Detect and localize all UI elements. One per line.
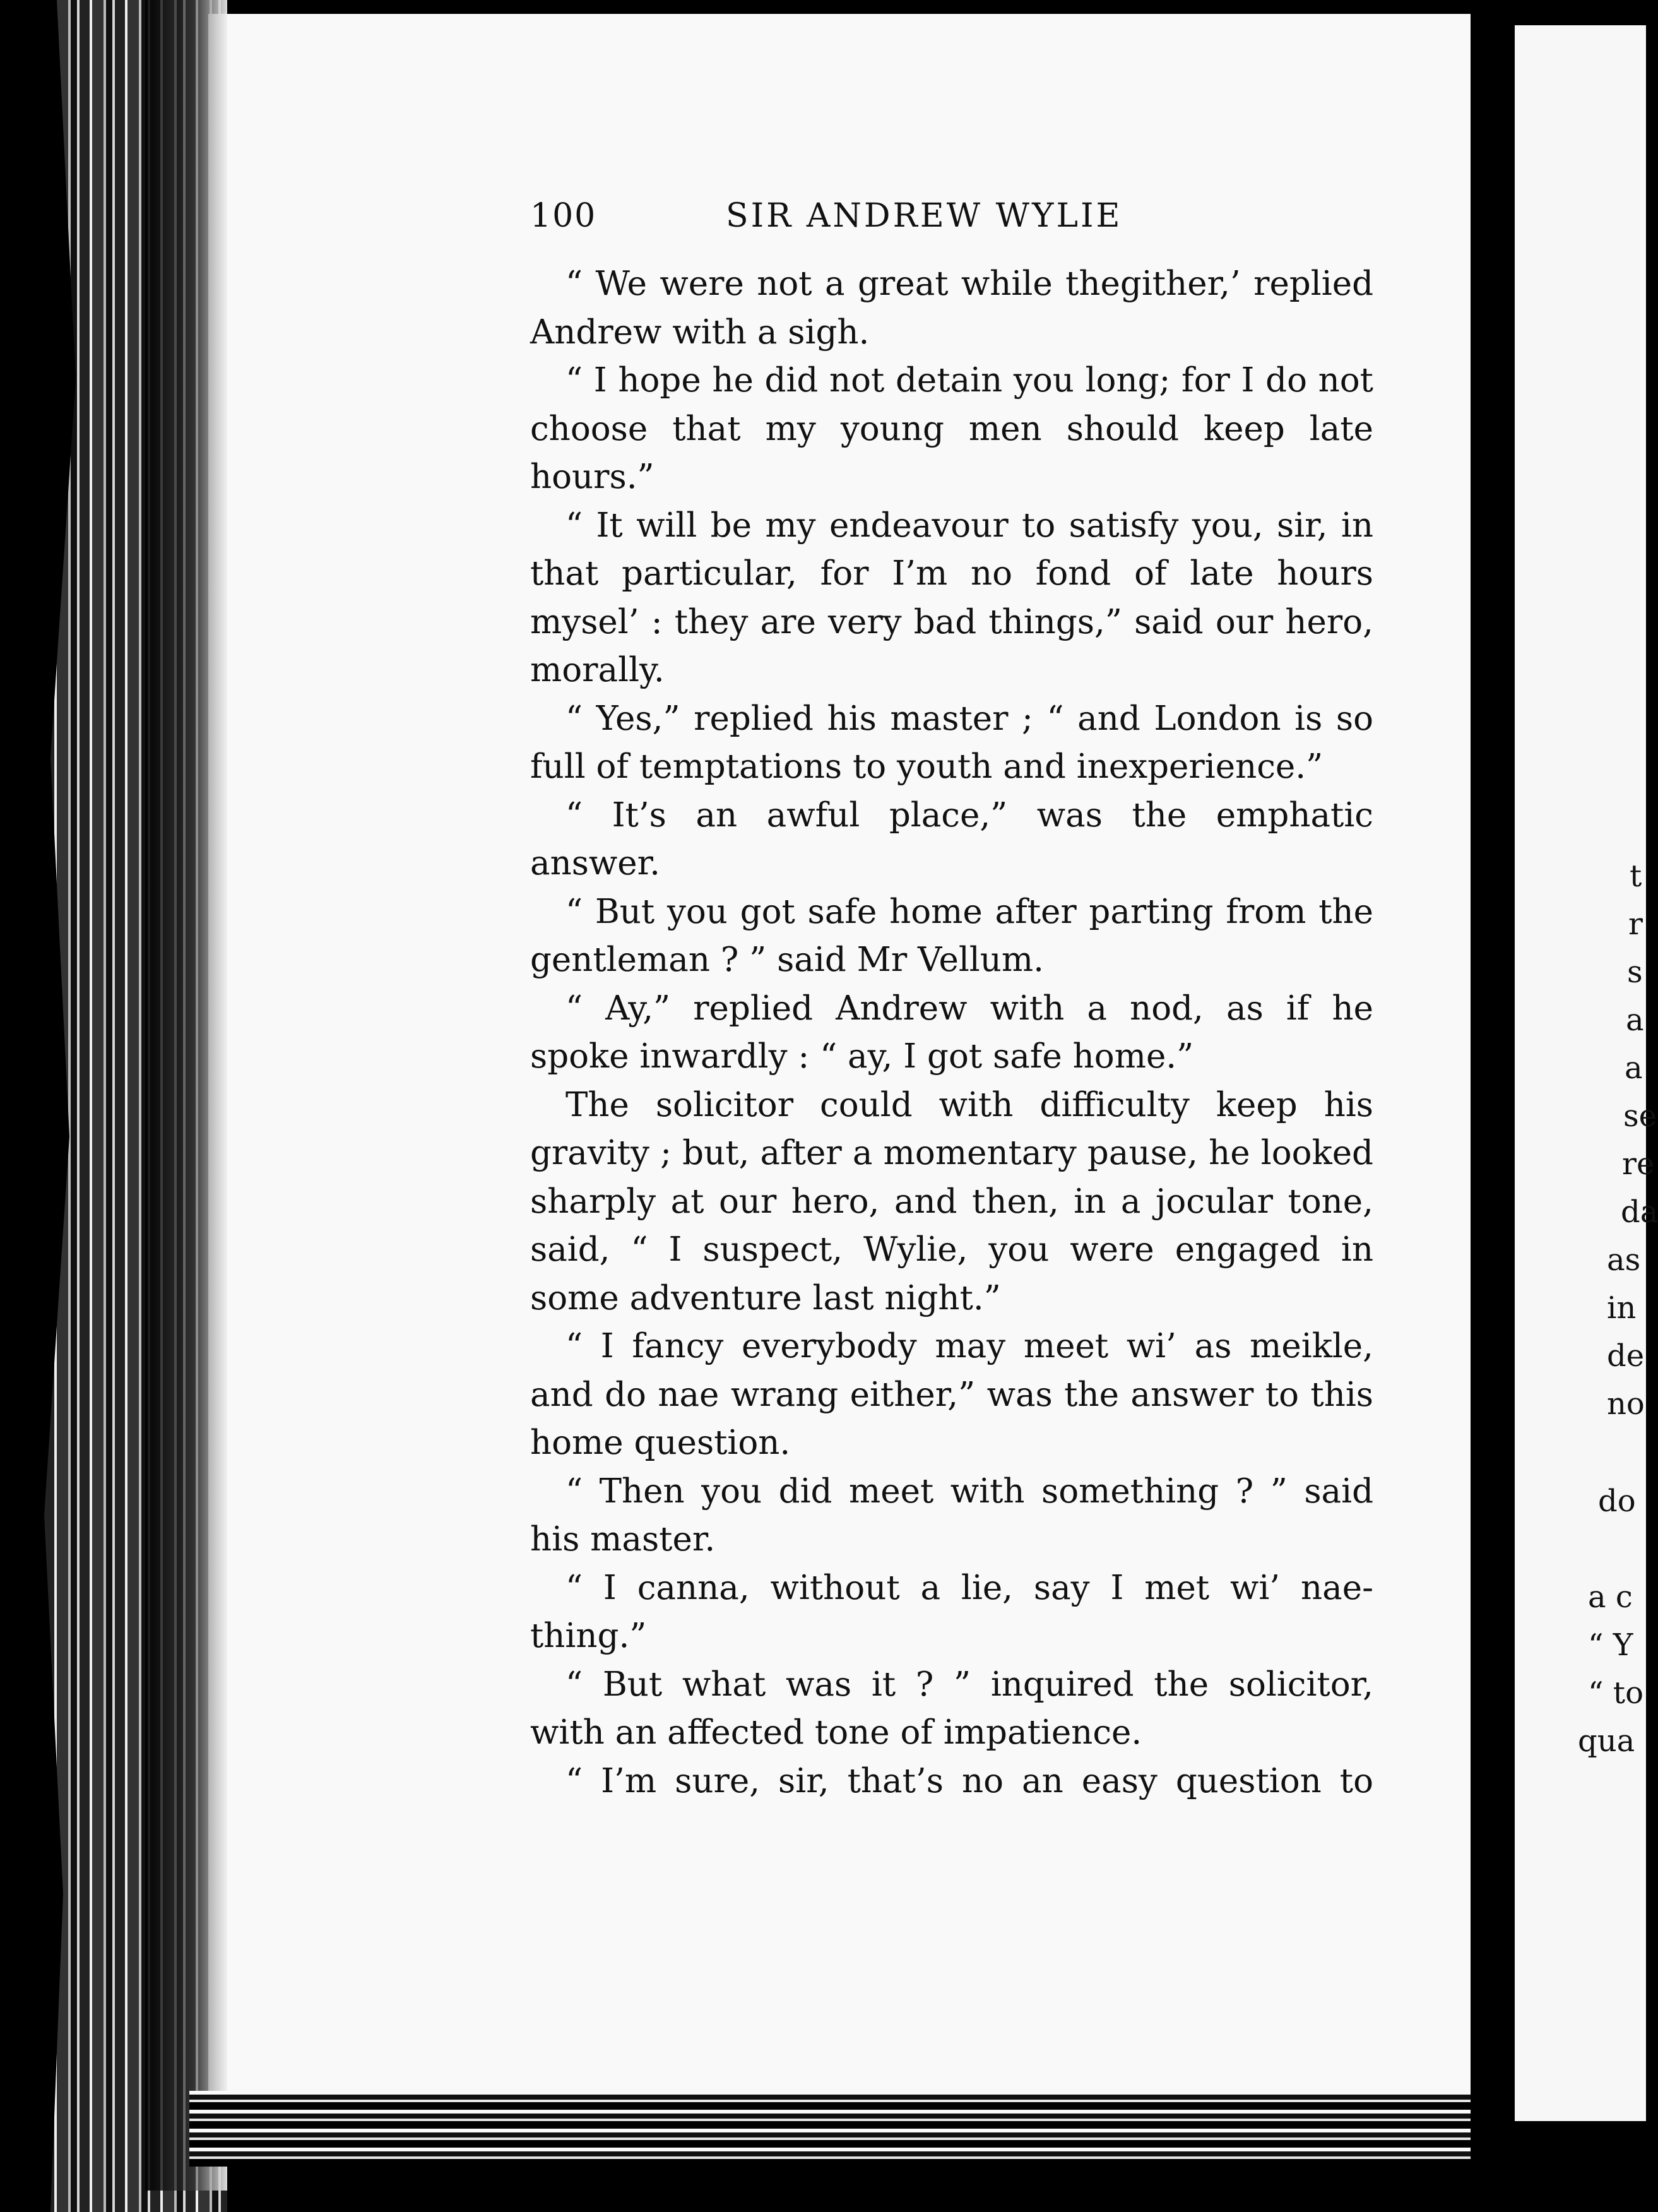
facing-page-text: do [1598, 1484, 1636, 1519]
paragraph: “ It’s an awful place,” was the emphatic answer. [530, 795, 1373, 883]
paragraph: “ I fancy everybody may meet wi’ as meikle, and do nae wrang either,” was the answer to this home question. [530, 1327, 1373, 1462]
facing-page-text: a [1625, 1050, 1643, 1086]
paragraph: The solicitor could with difficulty keep his gravity ; but, after a momentary pause, he looked sharply at our hero, and then, in a jocular tone, said, “ I suspect, Wylie, you were engaged in some adventure last night.” [530, 1085, 1373, 1317]
running-header [530, 197, 1174, 241]
facing-page-fragment [1515, 25, 1658, 2121]
facing-page-text: se [1623, 1098, 1657, 1134]
facing-page-text: qua [1578, 1723, 1635, 1759]
facing-page-text: a c [1588, 1579, 1633, 1615]
facing-page-text: s [1627, 954, 1643, 990]
facing-page-text: in [1607, 1290, 1637, 1326]
paragraph: “ It will be my endeavour to satisfy you, sir, in that particular, for I’m no fond of late hours mysel’ : they are very bad things,” said our hero, morally. [530, 506, 1373, 689]
page-edge-shadow [145, 0, 227, 2191]
facing-page-text: “ Y [1588, 1627, 1633, 1663]
facing-page-text: da [1621, 1194, 1658, 1230]
paragraph: “ Yes,” replied his master ; “ and London is so full of temptations to youth and inexperience.” [530, 699, 1373, 786]
body-text [530, 260, 1373, 1805]
page-number: 100 [530, 197, 597, 235]
paragraph: “ But what was it ? ” inquired the solicitor, with an affected tone of impatience. [530, 1665, 1373, 1752]
facing-page-text: re [1622, 1146, 1655, 1182]
paragraph: “ Ay,” replied Andrew with a nod, as if he spoke inwardly : “ ay, I got safe home.” [530, 989, 1373, 1076]
book-gutter [1471, 0, 1515, 2212]
facing-page-text: as [1607, 1242, 1641, 1278]
facing-page-text: de [1607, 1338, 1645, 1374]
paragraph: “ I canna, without a lie, say I met wi’ nae-thing.” [530, 1568, 1373, 1655]
facing-page-text: r [1628, 907, 1643, 942]
facing-page-text: t [1630, 859, 1642, 894]
book-bottom-edge [189, 2091, 1483, 2167]
paragraph: “ I’m sure, sir, that’s no an easy question to [565, 1761, 1373, 1800]
facing-page-text: no [1607, 1386, 1645, 1422]
facing-page-text: “ to [1588, 1675, 1643, 1711]
paragraph: “ I hope he did not detain you long; for I do not choose that my young men should keep late hours.” [530, 361, 1373, 496]
paragraph: “ But you got safe home after parting from the gentleman ? ” said Mr Vellum. [530, 892, 1373, 979]
paragraph: “ We were not a great while thegither,’ replied Andrew with a sigh. [530, 265, 1373, 352]
facing-page-text: a [1626, 1002, 1644, 1038]
paragraph: “ Then you did meet with something ? ” said his master. [530, 1472, 1373, 1559]
running-title: SIR ANDREW WYLIE [726, 197, 1123, 235]
